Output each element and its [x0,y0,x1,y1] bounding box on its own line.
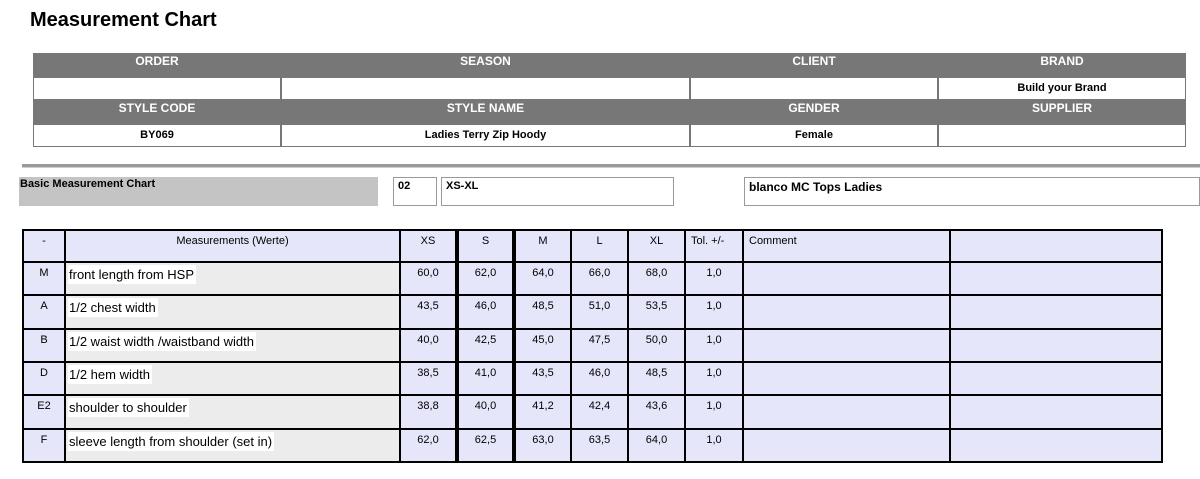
header-size-m: M [514,230,571,262]
header-size-s: S [457,230,514,262]
value-m[interactable]: 48,5 [514,295,571,328]
info-header-brand: BRAND [1040,54,1084,68]
comment-cell[interactable] [743,429,950,462]
gender-value[interactable]: Female [690,124,938,147]
value-xs[interactable]: 38,8 [400,395,457,428]
row-code: A [23,295,65,328]
table-row [23,262,1162,295]
table-row [23,395,1162,428]
value-xl[interactable]: 48,5 [628,362,685,395]
page-title: Measurement Chart [30,9,217,31]
row-measurement-name[interactable] [65,329,400,362]
value-tolerance[interactable]: 1,0 [685,362,743,395]
info-header-gender: GENDER [788,101,840,115]
extra-cell[interactable] [950,295,1162,328]
header-comment: Comment [743,230,950,262]
value-l[interactable]: 63,5 [571,429,628,462]
style-code-value[interactable]: BY069 [33,124,281,147]
value-m[interactable]: 45,0 [514,329,571,362]
value-l[interactable]: 42,4 [571,395,628,428]
value-xl[interactable]: 50,0 [628,329,685,362]
row-code: M [23,262,65,295]
comment-cell[interactable] [743,362,950,395]
row-code: E2 [23,395,65,428]
header-code: - [23,230,65,262]
size-range-field[interactable]: XS-XL [441,177,674,206]
row-measurement-name[interactable] [65,395,400,428]
chart-name-field[interactable]: blanco MC Tops Ladies [744,177,1200,206]
value-xs[interactable]: 38,5 [400,362,457,395]
value-tolerance[interactable]: 1,0 [685,329,743,362]
value-tolerance[interactable]: 1,0 [685,262,743,295]
value-tolerance[interactable]: 1,0 [685,395,743,428]
value-l[interactable]: 66,0 [571,262,628,295]
measurement-name-text: 1/2 chest width [69,300,156,316]
measurement-name-text: front length from HSP [69,267,194,282]
brand-value[interactable]: Build your Brand [938,77,1186,100]
value-xl[interactable]: 64,0 [628,429,685,462]
value-s[interactable]: 62,0 [457,262,514,295]
info-value-row-2 [33,124,1186,147]
info-header-row-2 [33,100,1186,124]
row-code: B [23,329,65,362]
season-value[interactable] [281,77,690,100]
info-header-style-code: STYLE CODE [118,101,196,115]
extra-cell[interactable] [950,429,1162,462]
value-s[interactable]: 41,0 [457,362,514,395]
value-xs[interactable]: 60,0 [400,262,457,295]
value-m[interactable]: 41,2 [514,395,571,428]
client-value[interactable] [690,77,938,100]
value-xl[interactable]: 53,5 [628,295,685,328]
style-name-value[interactable]: Ladies Terry Zip Hoody [281,124,690,147]
info-header-season: SEASON [460,54,511,68]
header-extra [950,230,1162,262]
section-divider-shadow [22,167,1200,168]
chart-code-field[interactable]: 02 [393,177,437,206]
value-s[interactable]: 40,0 [457,395,514,428]
header-tolerance: Tol. +/- [685,230,743,262]
table-row [23,362,1162,395]
value-xl[interactable]: 68,0 [628,262,685,295]
extra-cell[interactable] [950,395,1162,428]
style-info-table [33,53,1186,147]
value-tolerance[interactable]: 1,0 [685,429,743,462]
value-tolerance[interactable]: 1,0 [685,295,743,328]
order-value[interactable] [33,77,281,100]
measurement-name-text: shoulder to shoulder [69,400,187,416]
supplier-value[interactable] [938,124,1186,147]
value-s[interactable]: 62,5 [457,429,514,462]
extra-cell[interactable] [950,262,1162,295]
measurement-name-text: 1/2 hem width [69,366,150,382]
value-xl[interactable]: 43,6 [628,395,685,428]
row-measurement-name[interactable] [65,295,400,328]
row-code: D [23,362,65,395]
measurement-name-text: sleeve length from shoulder (set in) [69,433,273,449]
info-header-order: ORDER [135,54,179,68]
row-measurement-name[interactable] [65,429,400,462]
extra-cell[interactable] [950,362,1162,395]
info-header-style-name: STYLE NAME [446,101,525,115]
measurement-name-text: 1/2 waist width /waistband width [69,333,254,349]
value-m[interactable]: 63,0 [514,429,571,462]
value-xs[interactable]: 40,0 [400,329,457,362]
value-xs[interactable]: 43,5 [400,295,457,328]
comment-cell[interactable] [743,295,950,328]
header-size-xs: XS [400,230,457,262]
value-xs[interactable]: 62,0 [400,429,457,462]
table-header-row [23,230,1162,262]
measurement-table [22,229,1163,463]
info-header-client: CLIENT [792,54,836,68]
value-s[interactable]: 46,0 [457,295,514,328]
comment-cell[interactable] [743,395,950,428]
comment-cell[interactable] [743,329,950,362]
value-l[interactable]: 47,5 [571,329,628,362]
header-measurement: Measurements (Werte) [65,230,400,262]
row-code: F [23,429,65,462]
row-measurement-name[interactable] [65,262,400,295]
value-m[interactable]: 64,0 [514,262,571,295]
section-label: Basic Measurement Chart [19,177,378,206]
extra-cell[interactable] [950,329,1162,362]
comment-cell[interactable] [743,262,950,295]
value-m[interactable]: 43,5 [514,362,571,395]
row-measurement-name[interactable] [65,362,400,395]
value-l[interactable]: 51,0 [571,295,628,328]
value-l[interactable]: 46,0 [571,362,628,395]
header-size-l: L [571,230,628,262]
info-header-supplier: SUPPLIER [1031,101,1092,115]
info-header-row-1 [33,53,1186,77]
table-row [23,329,1162,362]
header-size-xl: XL [628,230,685,262]
table-row [23,295,1162,328]
table-row [23,429,1162,462]
value-s[interactable]: 42,5 [457,329,514,362]
info-value-row-1 [33,77,1186,100]
